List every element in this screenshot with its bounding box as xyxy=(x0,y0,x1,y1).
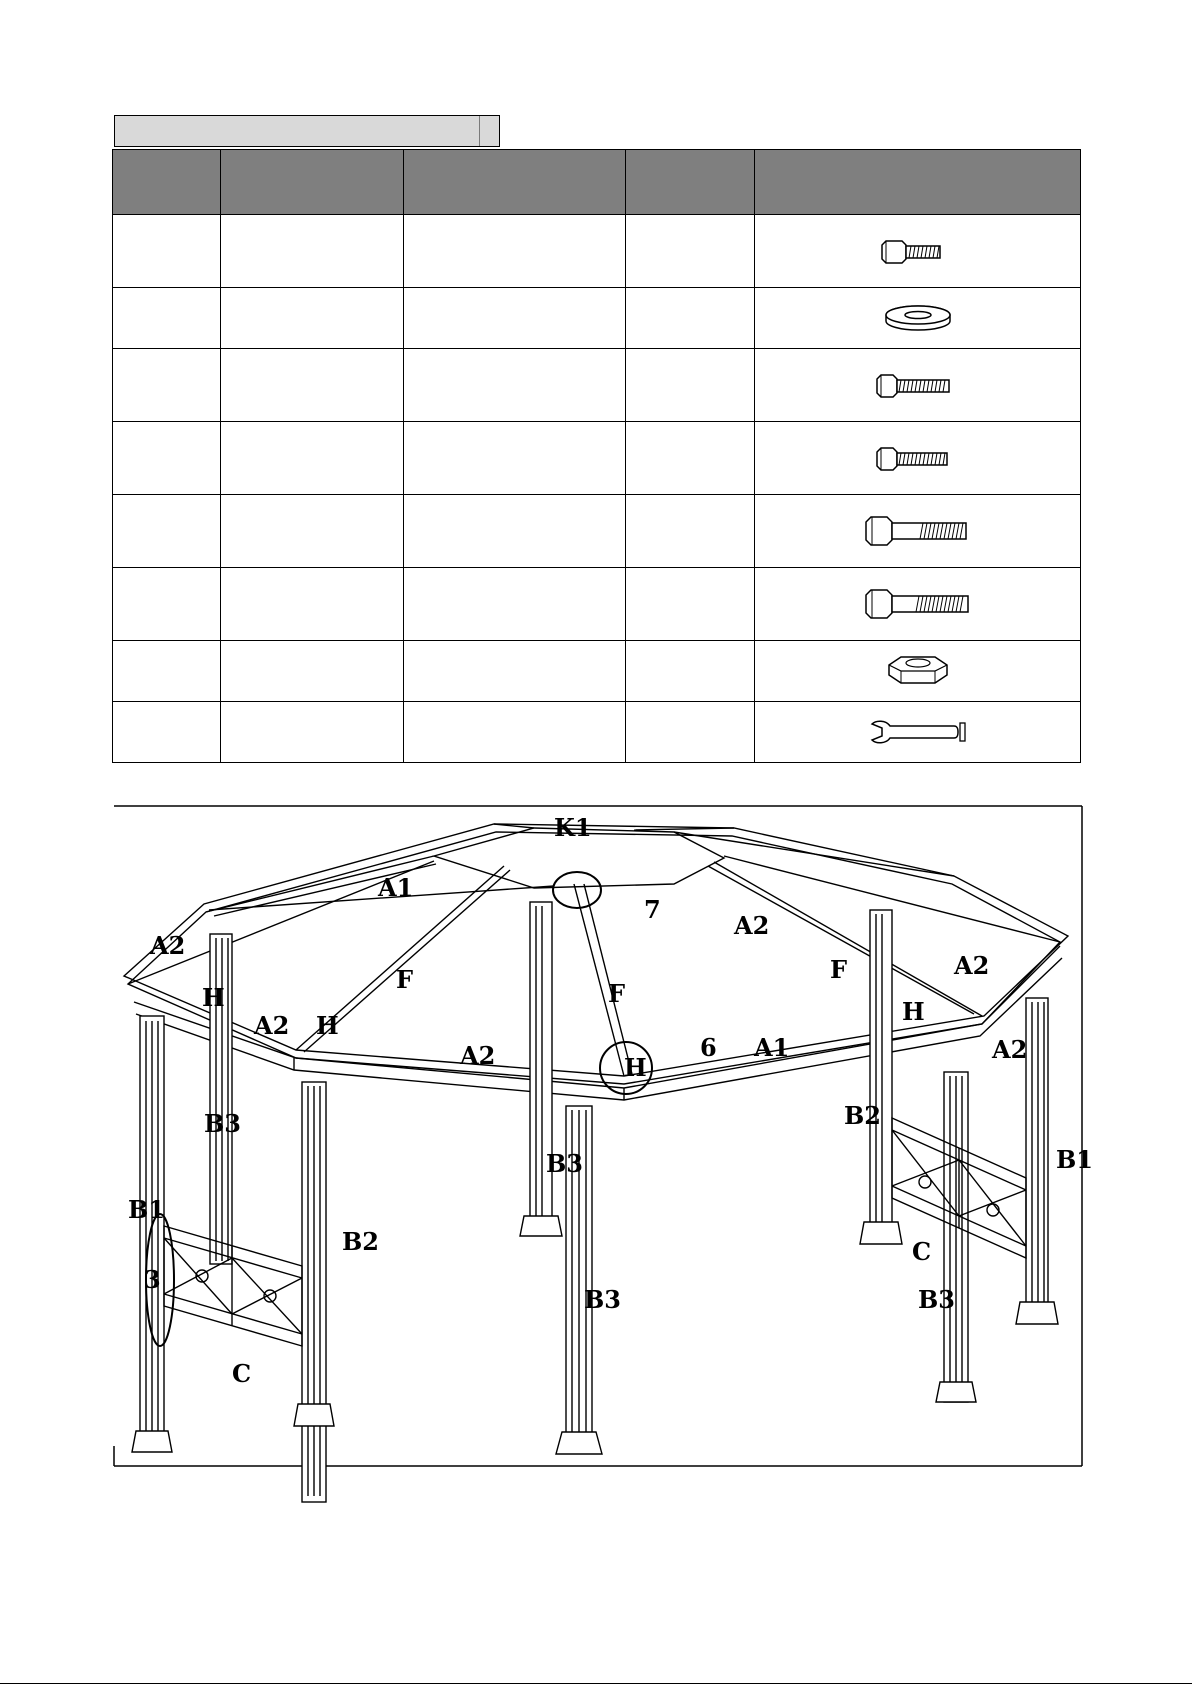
diagram-label: 7 xyxy=(644,895,661,924)
diagram-label: F xyxy=(396,965,414,994)
header-cell-picture xyxy=(755,150,1081,215)
section-title-bar xyxy=(114,115,500,147)
table-cell xyxy=(113,422,221,495)
table-row xyxy=(113,349,1081,422)
table-cell xyxy=(626,422,755,495)
header-cell-qty xyxy=(626,150,755,215)
diagram-label: F xyxy=(830,955,848,984)
table-cell-picture xyxy=(755,349,1081,422)
diagram-label: H xyxy=(902,997,925,1026)
diagram-label: A2 xyxy=(254,1011,290,1040)
table-row xyxy=(113,288,1081,349)
diagram-label: H xyxy=(202,983,225,1012)
table-cell xyxy=(221,495,404,568)
table-row xyxy=(113,495,1081,568)
diagram-label: H xyxy=(316,1011,339,1040)
header-cell-spec xyxy=(404,150,626,215)
long-hex-bolt-icon xyxy=(863,582,973,626)
table-cell-picture xyxy=(755,422,1081,495)
diagram-label: A2 xyxy=(150,931,186,960)
table-cell-picture xyxy=(755,702,1081,763)
diagram-label: F xyxy=(608,979,626,1008)
table-cell-picture xyxy=(755,568,1081,641)
table-cell xyxy=(404,702,626,763)
table-cell xyxy=(404,641,626,702)
table-cell xyxy=(221,288,404,349)
table-row xyxy=(113,215,1081,288)
wrench-icon xyxy=(868,714,968,750)
table-row xyxy=(113,568,1081,641)
diagram-label: B2 xyxy=(342,1227,379,1256)
column-front-left xyxy=(132,1016,172,1452)
diagram-label: A2 xyxy=(460,1041,496,1070)
table-cell-picture xyxy=(755,215,1081,288)
table-cell xyxy=(221,349,404,422)
diagram-label: B1 xyxy=(1056,1145,1093,1174)
diagram-label: H xyxy=(624,1053,647,1082)
diagram-label: B3 xyxy=(584,1285,621,1314)
table-cell-picture xyxy=(755,641,1081,702)
diagram-label: A2 xyxy=(954,951,990,980)
medium-hex-bolt-icon xyxy=(873,438,963,478)
column-back-right xyxy=(860,910,902,1244)
diagram-label: C xyxy=(232,1359,252,1388)
table-cell xyxy=(221,422,404,495)
table-cell xyxy=(221,702,404,763)
page-bottom-rule xyxy=(0,1683,1192,1684)
table-cell xyxy=(626,641,755,702)
table-cell xyxy=(221,568,404,641)
diagram-label: B3 xyxy=(918,1285,955,1314)
table-cell xyxy=(404,495,626,568)
table-cell xyxy=(113,349,221,422)
diagram-label: 3 xyxy=(144,1265,161,1294)
table-cell xyxy=(626,568,755,641)
table-cell xyxy=(626,215,755,288)
column-front-right xyxy=(936,1072,976,1402)
column-back-center xyxy=(520,902,562,1236)
header-cell-name xyxy=(221,150,404,215)
table-cell xyxy=(113,641,221,702)
column-front-mid-left xyxy=(294,1082,334,1502)
header-cell-code xyxy=(113,150,221,215)
gazebo-assembly-diagram xyxy=(114,806,1093,1466)
table-row xyxy=(113,422,1081,495)
table-cell xyxy=(221,215,404,288)
diagram-label: K1 xyxy=(554,813,592,842)
section-title-text xyxy=(115,116,480,146)
table-cell xyxy=(221,641,404,702)
table-header-row xyxy=(113,150,1081,215)
table-cell xyxy=(113,288,221,349)
table-cell xyxy=(404,568,626,641)
table-cell-picture xyxy=(755,288,1081,349)
diagram-label: 6 xyxy=(700,1033,717,1062)
table-cell xyxy=(404,288,626,349)
table-cell xyxy=(113,495,221,568)
diagram-label: A2 xyxy=(734,911,770,940)
diagram-label: A2 xyxy=(992,1035,1028,1064)
table-cell xyxy=(626,288,755,349)
short-hex-bolt-icon xyxy=(878,231,958,271)
diagram-label: B3 xyxy=(546,1149,583,1178)
medium-hex-bolt-icon xyxy=(873,365,963,405)
table-cell xyxy=(626,349,755,422)
diagram-label: B2 xyxy=(844,1101,881,1130)
diagram-label: B3 xyxy=(204,1109,241,1138)
long-hex-bolt-icon xyxy=(863,509,973,553)
table-row xyxy=(113,702,1081,763)
hardware-parts-table xyxy=(112,149,1081,763)
diagram-label: C xyxy=(912,1237,932,1266)
table-cell xyxy=(404,349,626,422)
diagram-label: A1 xyxy=(754,1033,790,1062)
table-cell xyxy=(404,422,626,495)
table-cell xyxy=(113,702,221,763)
table-cell xyxy=(113,568,221,641)
table-cell-picture xyxy=(755,495,1081,568)
table-cell xyxy=(626,702,755,763)
table-cell xyxy=(404,215,626,288)
diagram-label: A1 xyxy=(378,873,414,902)
hex-nut-icon xyxy=(883,651,953,691)
flat-washer-icon xyxy=(878,301,958,335)
table-row xyxy=(113,641,1081,702)
table-cell xyxy=(626,495,755,568)
table-cell xyxy=(113,215,221,288)
diagram-label: B1 xyxy=(128,1195,165,1224)
